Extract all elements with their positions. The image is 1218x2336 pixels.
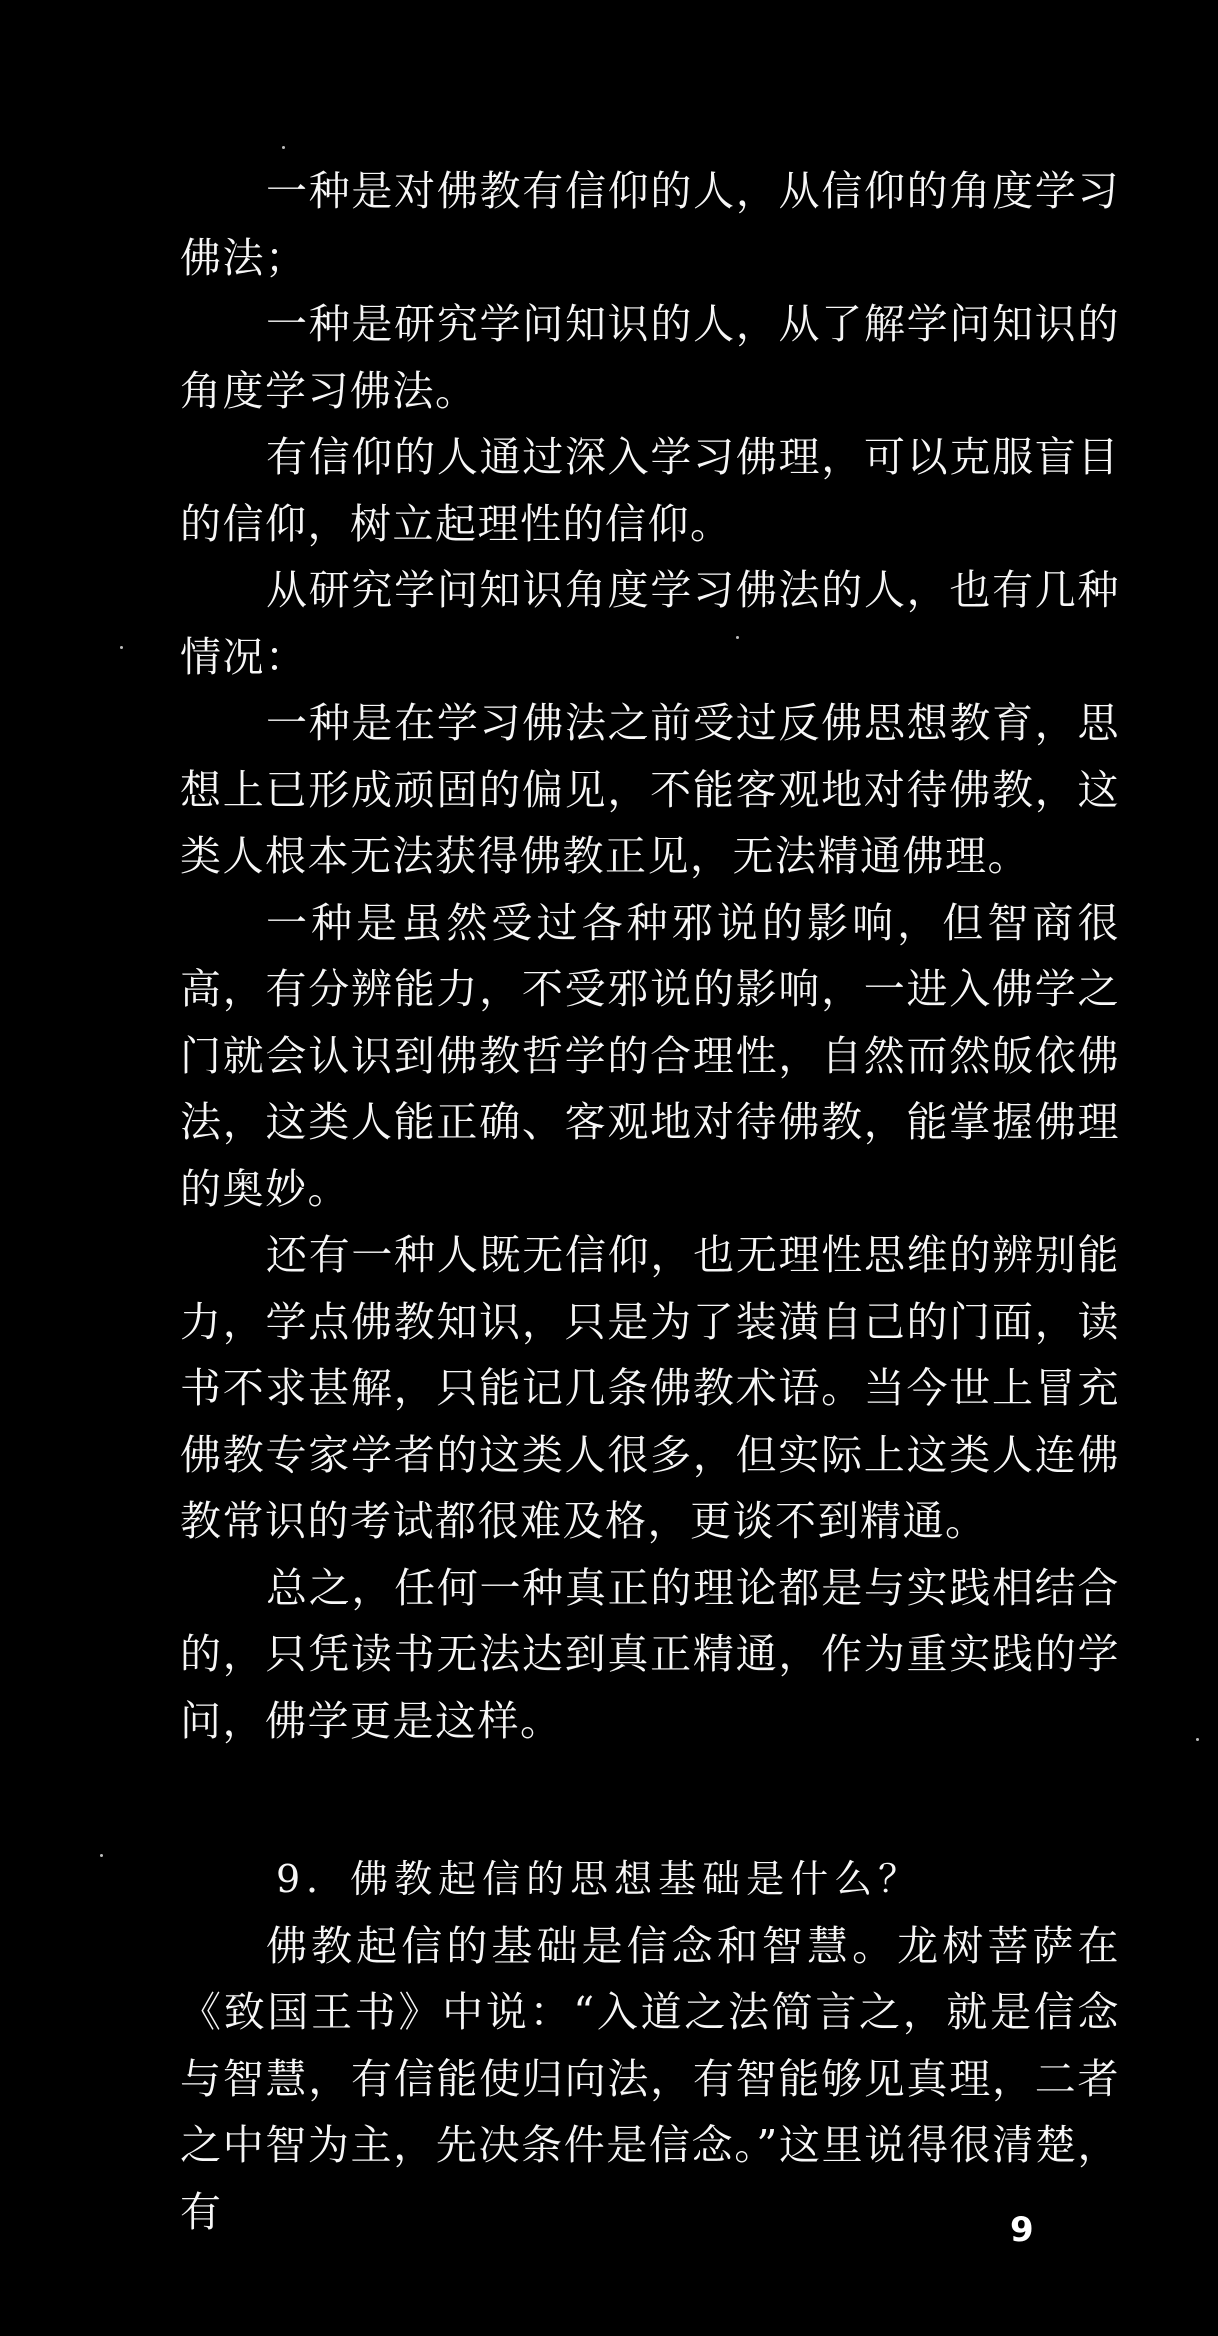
paragraph: 一种是在学习佛法之前受过反佛思想教育，思想上已形成顽固的偏见，不能客观地对待佛教，这类人根本无法获得佛教正见，无法精通佛理。 bbox=[180, 699, 1120, 880]
paragraph: 还有一种人既无信仰，也无理性思维的辨别能力，学点佛教知识，只是为了装潢自己的门面，读书不求甚解，只能记几条佛教术语。当今世上冒充佛教专家学者的这类人很多，但实际上这类人连佛教常识的考试都很难及格，更谈不到精通。 bbox=[180, 1231, 1120, 1545]
paragraph: 总之，任何一种真正的理论都是与实践相结合的，只凭读书无法达到真正精通，作为重实践的学问，佛学更是这样。 bbox=[180, 1563, 1120, 1745]
paragraph: 一种是对佛教有信仰的人，从信仰的角度学习佛法； bbox=[180, 167, 1120, 282]
paragraph: 从研究学问知识角度学习佛法的人，也有几种情况： bbox=[180, 566, 1120, 681]
scan-speck bbox=[282, 146, 285, 149]
paragraph: 一种是研究学问知识的人，从了解学问知识的角度学习佛法。 bbox=[180, 300, 1120, 415]
page-body bbox=[180, 158, 1120, 2245]
page-number: 9 bbox=[1010, 2210, 1034, 2250]
section-heading: 9．佛教起信的思想基础是什么？ bbox=[276, 1857, 923, 1901]
scan-speck bbox=[120, 646, 123, 649]
scan-speck bbox=[736, 636, 739, 639]
paragraph: 一种是虽然受过各种邪说的影响，但智商很高，有分辨能力，不受邪说的影响，一进入佛学之门就会认识到佛教哲学的合理性，自然而然皈依佛法，这类人能正确、客观地对待佛教，能掌握佛理的奥妙。 bbox=[180, 898, 1120, 1213]
paragraph: 有信仰的人通过深入学习佛理，可以克服盲目的信仰，树立起理性的信仰。 bbox=[180, 433, 1120, 548]
scan-speck bbox=[1196, 1738, 1199, 1741]
scan-speck bbox=[100, 1854, 103, 1857]
section-paragraph: 佛教起信的基础是信念和智慧。龙树菩萨在《致国王书》中说：“入道之法简言之，就是信念与智慧，有信能使归向法，有智能够见真理，二者之中智为主，先决条件是信念。”这里说得很清楚，有 bbox=[180, 1921, 1120, 2236]
